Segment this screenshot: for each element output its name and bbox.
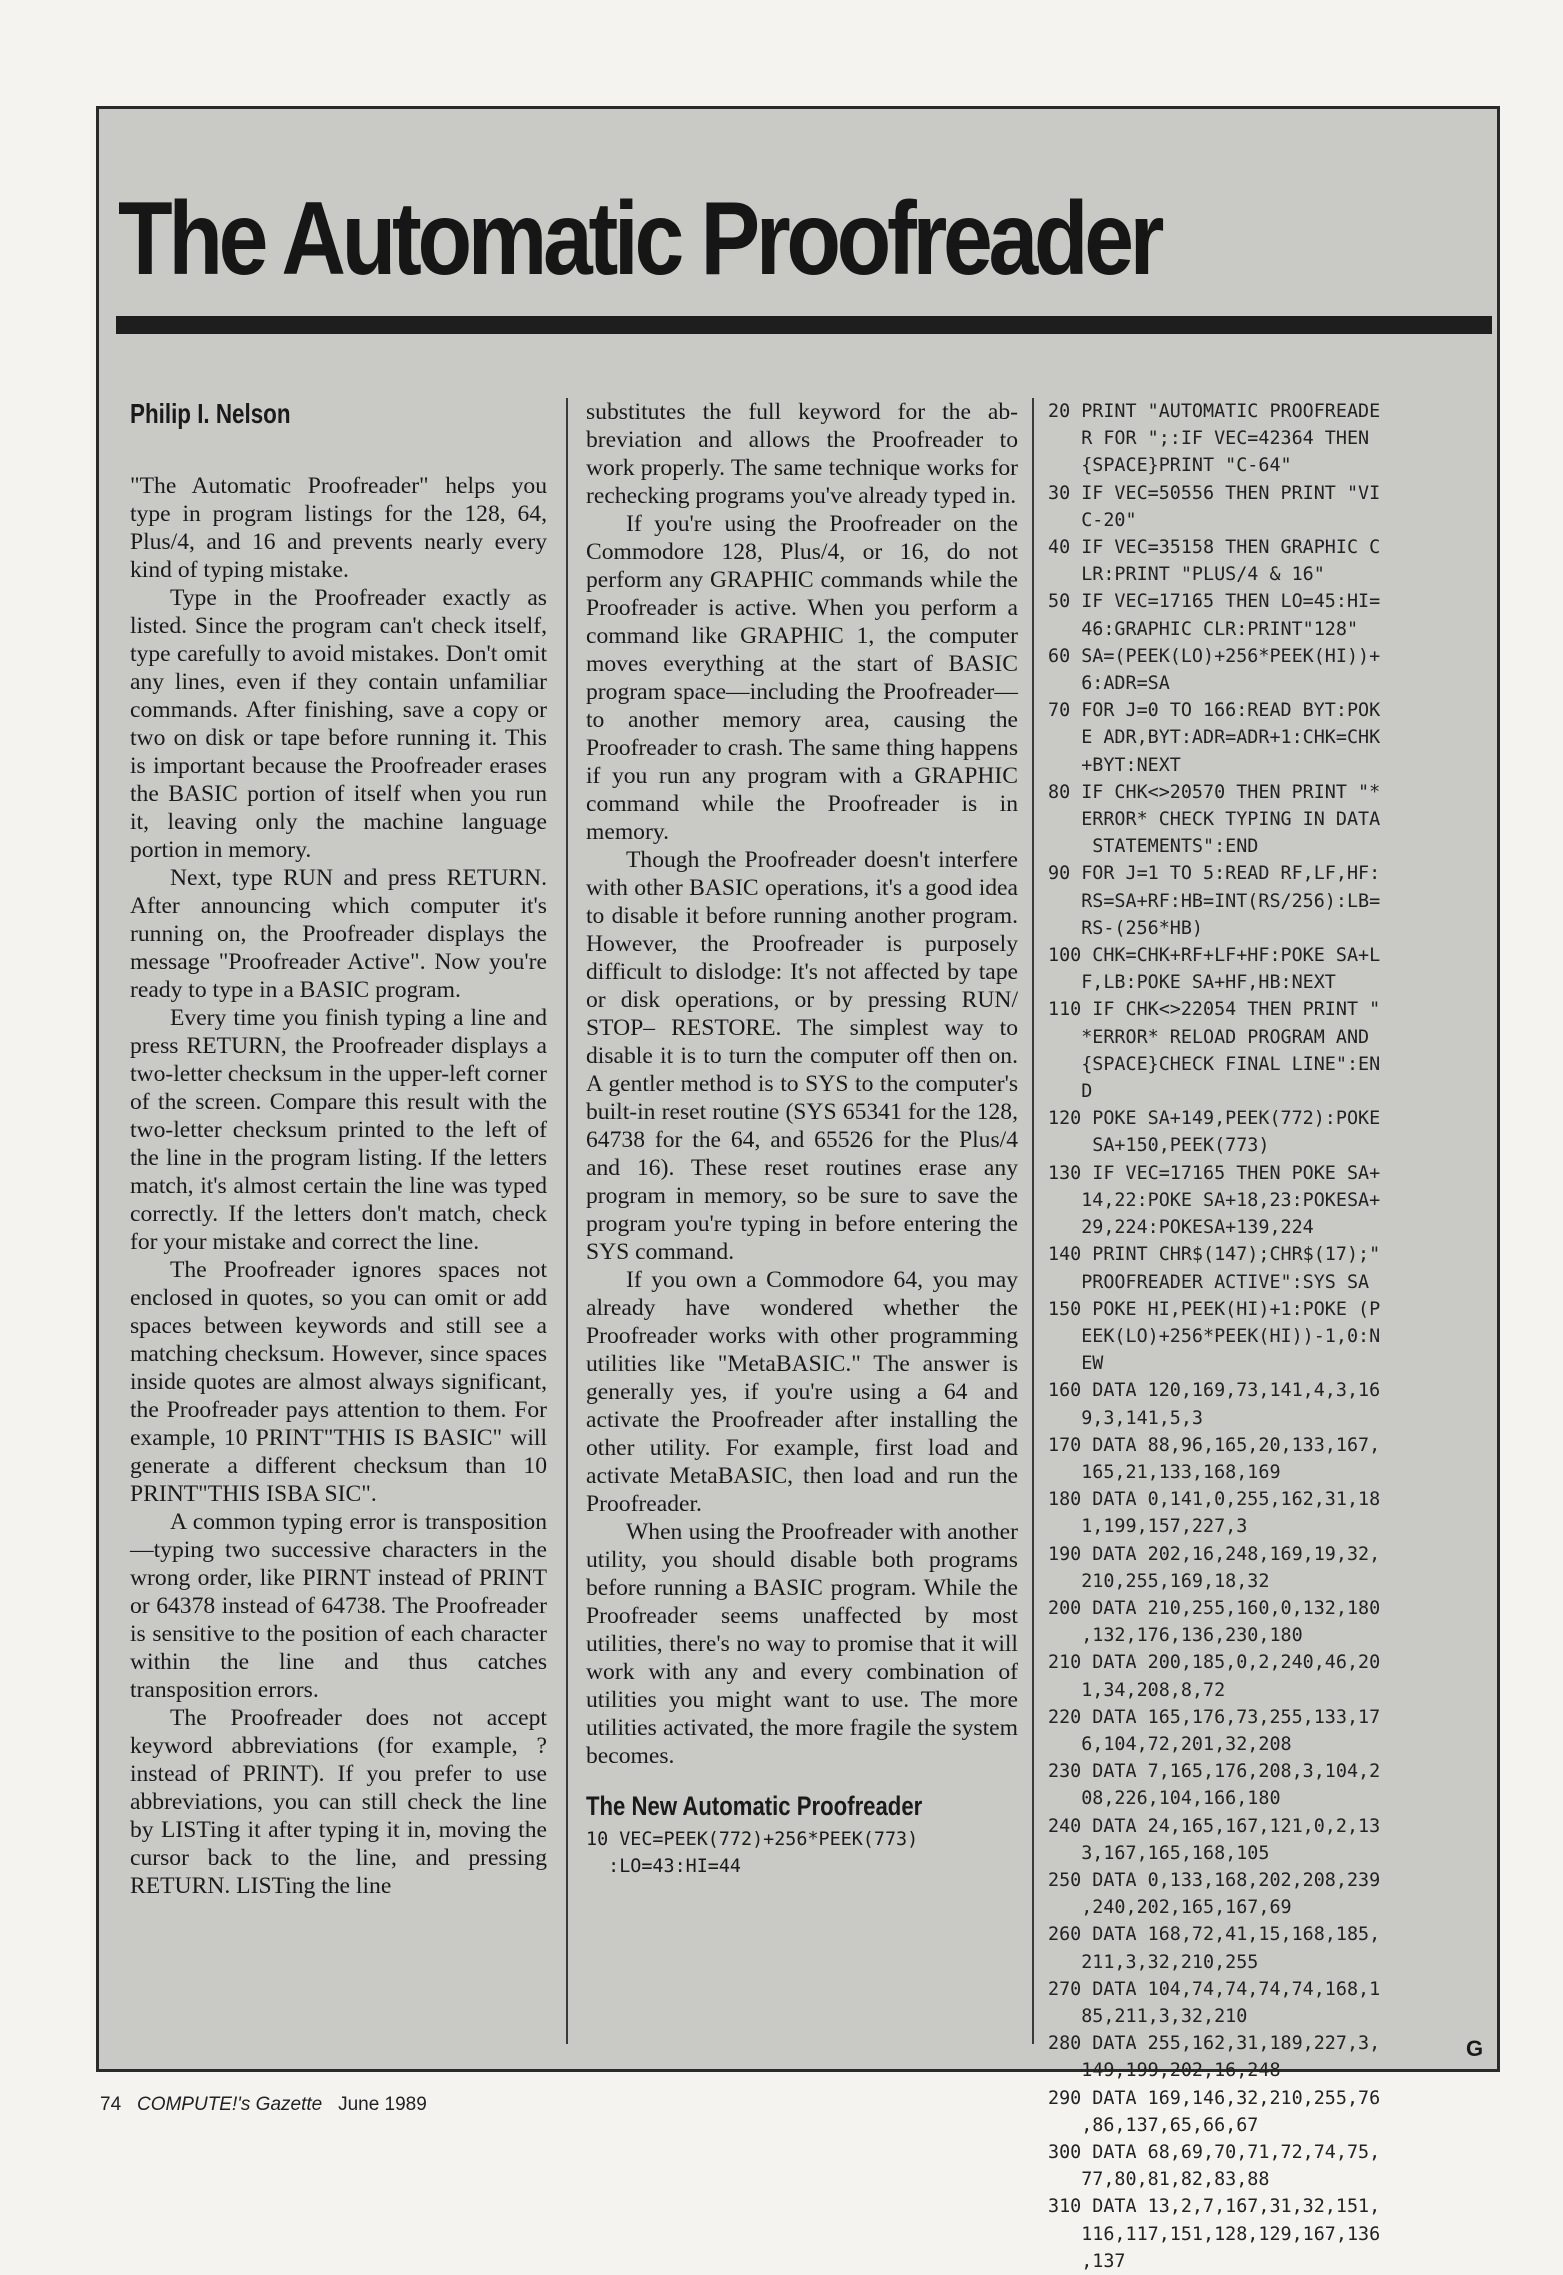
column-divider bbox=[566, 398, 568, 2044]
paragraph: A common typing error is transposition—typing two successive characters in the wrong order, like PIRNT instead of PRINT or 64378 instead of 64738. The Proofreader is sensitive to the position of each character within the line and thus catches transposition errors. bbox=[130, 1509, 547, 1703]
page-number: 74 bbox=[100, 2094, 122, 2115]
paragraph: The Proofreader does not accept keyword abbreviations (for example, ? instead of PRINT). If you prefer to use abbreviations, you can still check the line by LISTing it after typing it in, moving the cursor back to the line, and pressing RETURN. LISTing the line bbox=[130, 1705, 547, 1899]
article-title: The Automatic Proofreader bbox=[118, 181, 1161, 297]
magazine-name: COMPUTE!'s Gazette bbox=[136, 2094, 323, 2115]
paragraph: The Proofreader ignores spaces not enclosed in quotes, so you can omit or add spaces between keywords and still see a matching checksum. However, since spaces inside quotes are almost always significant, the Proofreader pays attention to them. For example, 10 PRINT"THIS IS BASIC" will generate a different checksum than 10 PRINT"THIS ISBA SIC". bbox=[130, 1257, 547, 1507]
column-1 bbox=[130, 400, 547, 1900]
page-footer bbox=[100, 2094, 427, 2116]
end-mark: G bbox=[1466, 2036, 1484, 2061]
title-rule bbox=[116, 316, 1492, 334]
paragraph: Next, type RUN and press RETURN. After announcing which computer it's running on, the Proofreader displays the message "Proofreader Active". Now you're ready to type in a BASIC program. bbox=[130, 865, 547, 1003]
column-2 bbox=[586, 398, 1018, 1880]
listing-heading: The New Automatic Proofreader bbox=[586, 1791, 923, 1821]
paragraph: "The Automatic Proofreader" helps you type in program listings for the 128, 64, Plus/4, and 16 and prevents nearly every kind of typing mistake. bbox=[130, 473, 547, 583]
byline: Philip I. Nelson bbox=[130, 398, 291, 429]
paragraph: If you're using the Proofreader on the Commodore 128, Plus/4, or 16, do not perform any GRAPHIC commands while the Proofreader is active. When you perform a command like GRAPHIC 1, the computer moves everything at the start of BASIC program space—including the Proofreader—to another memory area, causing the Proofreader to crash. The same thing happens if you run any program with a GRAPHIC command while the Proofreader is in memory. bbox=[586, 511, 1018, 845]
paragraph: Type in the Proofreader exactly as listed. Since the program can't check itself, type carefully to avoid mistakes. Don't omit any lines, even if they contain unfamiliar commands. After finishing, save a copy or two on disk or tape before running it. This is important because the Proofreader erases the BASIC portion of itself when you run it, leaving only the machine language portion in memory. bbox=[130, 585, 547, 863]
column-divider bbox=[1032, 398, 1034, 2044]
paragraph: Though the Proofreader doesn't interfere with other BASIC operations, it's a good idea to disable it before running another program. However, the Proofreader is purposely difficult to dislodge: It's not affected by tape or disk operations, or by pressing RUN/ STOP– RESTORE. The simplest way to disable it is to turn the computer off then on. A gentler method is to SYS to the computer's built-in reset routine (SYS 65341 for the 128, 64738 for the 64, and 65526 for the Plus/4 and 16). These reset routines erase any program in memory, so be sure to save the program you're typing in before entering the SYS command. bbox=[586, 847, 1018, 1265]
paragraph: If you own a Commodore 64, you may already have wondered whether the Proofreader works with other programming utilities like "MetaBASIC." The answer is generally yes, if you're using a 64 and activate the Proofreader after installing the other utility. For example, first load and activate MetaBASIC, then load and run the Proofreader. bbox=[586, 1267, 1018, 1517]
program-listing: 20 PRINT "AUTOMATIC PROOFREADE R FOR ";:IF VEC=42364 THEN {SPACE}PRINT "C-64" 30 IF VEC=50556 THEN PRINT "VI C-20" 40 IF VEC=35158 THEN GRAPHIC C LR:PRINT "PLUS/4 & 16" 50 IF VEC=17165 THEN LO=45:HI= 46:GRAPHIC CLR:PRINT"128" 60 SA=(PEEK(LO)+256*PEEK(HI))+ 6:ADR=SA 70 FOR J=0 TO 166:READ BYT:POK E ADR,BYT:ADR=ADR+1:CHK=CHK +BYT:NEXT 80 IF CHK<>20570 THEN PRINT "* ERROR* CHECK TYPING IN DATA STATEMENTS":END 90 FOR J=1 TO 5:READ RF,LF,HF: RS=SA+RF:HB=INT(RS/256):LB= RS-(256*HB) 100 CHK=CHK+RF+LF+HF:POKE SA+L F,LB:POKE SA+HF,HB:NEXT 110 IF CHK<>22054 THEN PRINT " *ERROR* RELOAD PROGRAM AND {SPACE}CHECK FINAL LINE":EN D 120 POKE SA+149,PEEK(772):POKE SA+150,PEEK(773) 130 IF VEC=17165 THEN POKE SA+ 14,22:POKE SA+18,23:POKESA+ 29,224:POKESA+139,224 140 PRINT CHR$(147);CHR$(17);" PROOFREADER ACTIVE":SYS SA 150 POKE HI,PEEK(HI)+1:POKE (P EEK(LO)+256*PEEK(HI))-1,0:N EW 160 DATA 120,169,73,141,4,3,16 9,3,141,5,3 170 DATA 88,96,165,20,133,167, 165,21,133,168,169 180 DATA 0,141,0,255,162,31,18 1,199,157,227,3 190 DATA 202,16,248,169,19,32, 210,255,169,18,32 200 DATA 210,255,160,0,132,180 ,132,176,136,230,180 210 DATA 200,185,0,2,240,46,20 1,34,208,8,72 220 DATA 165,176,73,255,133,17 6,104,72,201,32,208 230 DATA 7,165,176,208,3,104,2 08,226,104,166,180 240 DATA 24,165,167,121,0,2,13 3,167,165,168,105 250 DATA 0,133,168,202,208,239 ,240,202,165,167,69 260 DATA 168,72,41,15,168,185, 211,3,32,210,255 270 DATA 104,74,74,74,74,168,1 85,211,3,32,210 280 DATA 255,162,31,189,227,3, 149,199,202,16,248 290 DATA 169,146,32,210,255,76 ,86,137,65,66,67 300 DATA 68,69,70,71,72,74,75, 77,80,81,82,83,88 310 DATA 13,2,7,167,31,32,151, 116,117,151,128,129,167,136 ,137 bbox=[1048, 401, 1381, 2272]
program-listing-start: 10 VEC=PEEK(772)+256*PEEK(773) :LO=43:HI=44 bbox=[586, 1829, 919, 1877]
issue-date: June 1989 bbox=[338, 2094, 427, 2115]
paragraph: substitutes the full keyword for the abbreviation and allows the Proofreader to work properly. The same technique works for rechecking programs you've already typed in. bbox=[586, 399, 1018, 509]
paragraph: When using the Proofreader with another utility, you should disable both programs before running a BASIC program. While the Proofreader seems unaffected by most utilities, there's no way to promise that it will work with any and every combination of utilities you might want to use. The more utilities activated, the more fragile the system becomes. bbox=[586, 1519, 1018, 1769]
paragraph: Every time you finish typing a line and press RETURN, the Proofreader displays a two-letter checksum in the upper-left corner of the screen. Compare this result with the two-letter checksum printed to the left of the line in the program listing. If the letters match, it's almost certain the line was typed correctly. If the letters don't match, check for your mistake and correct the line. bbox=[130, 1005, 547, 1255]
